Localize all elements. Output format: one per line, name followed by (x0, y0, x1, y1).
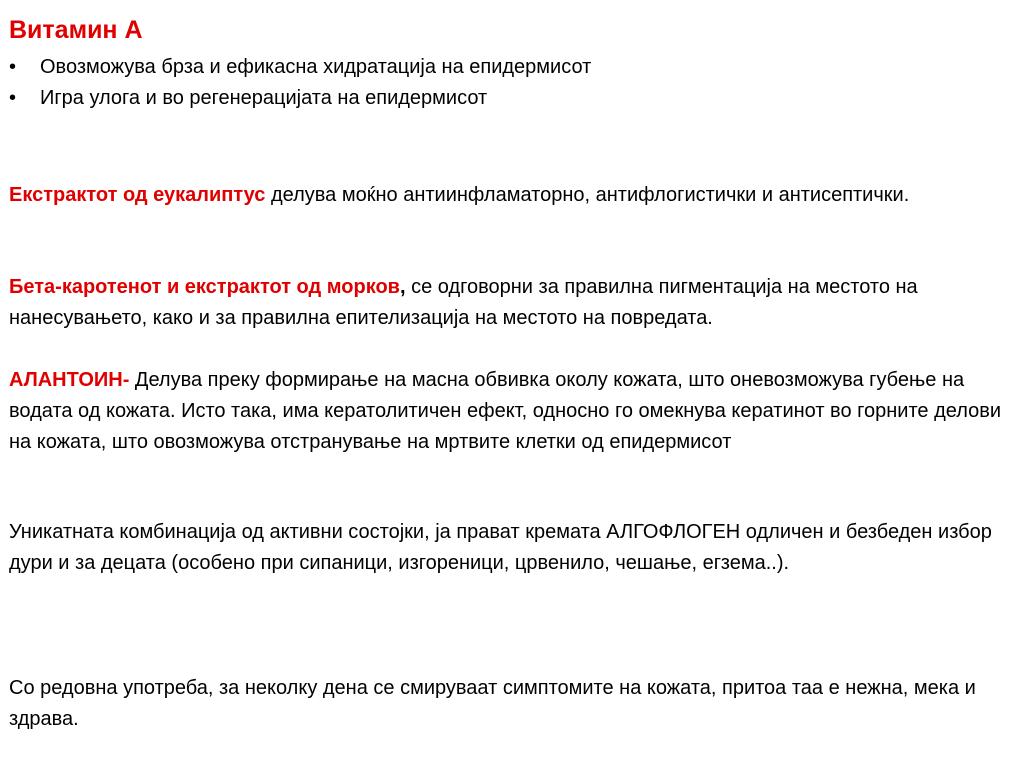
bullet-dot-icon: • (9, 87, 17, 109)
carotene-comma: , (399, 276, 406, 298)
vitamin-a-bullet-list (9, 52, 591, 114)
vitamin-a-heading: Витамин А (9, 16, 143, 44)
allantoin-highlight: АЛАНТОИН- (9, 369, 130, 391)
bullet-dot-icon: • (9, 56, 17, 78)
combination-paragraph: Уникатната комбинација од активни состојки, ја прават кремата АЛГОФЛОГЕН одличен и безбеден избор дури и за децата (особено при сипаници, изгореници, црвенило, чешање, егзема..). (9, 521, 992, 574)
bullet-item-hydration (9, 52, 591, 83)
carotene-highlight: Бета-каротенот и екстрактот од морков (9, 276, 400, 298)
carotene-text: се одговорни за правилна пигментација на местото на нанесувањето, како и за правилна епителизација на местото на повредата. (9, 276, 918, 329)
bullet-text: Овозможува брза и ефикасна хидратација на епидермисот (40, 56, 592, 78)
carotene-paragraph (9, 272, 1009, 334)
eucalyptus-paragraph (9, 180, 1009, 211)
bullet-text: Игра улога и во регенерацијата на епидермисот (40, 87, 488, 109)
regular-use-paragraph: Со редовна употреба, за неколку дена се смируваат симптомите на кожата, притоа таа е нежна, мека и здрава. (9, 677, 976, 730)
bullet-item-regeneration (9, 83, 591, 114)
allantoin-text: Делува преку формирање на масна обвивка околу кожата, што оневозможува губење на водата од кожата. Исто така, има кератолитичен ефект, односно го омекнува кератинот во горните делови на кожата, што овозможува отстранување на мртвите клетки од епидермисот (9, 369, 1002, 453)
eucalyptus-text: делува моќно антиинфламаторно, антифлогистички и антисептички. (265, 184, 910, 206)
eucalyptus-highlight: Екстрактот од еукалиптус (9, 184, 266, 206)
allantoin-paragraph (9, 365, 1009, 458)
